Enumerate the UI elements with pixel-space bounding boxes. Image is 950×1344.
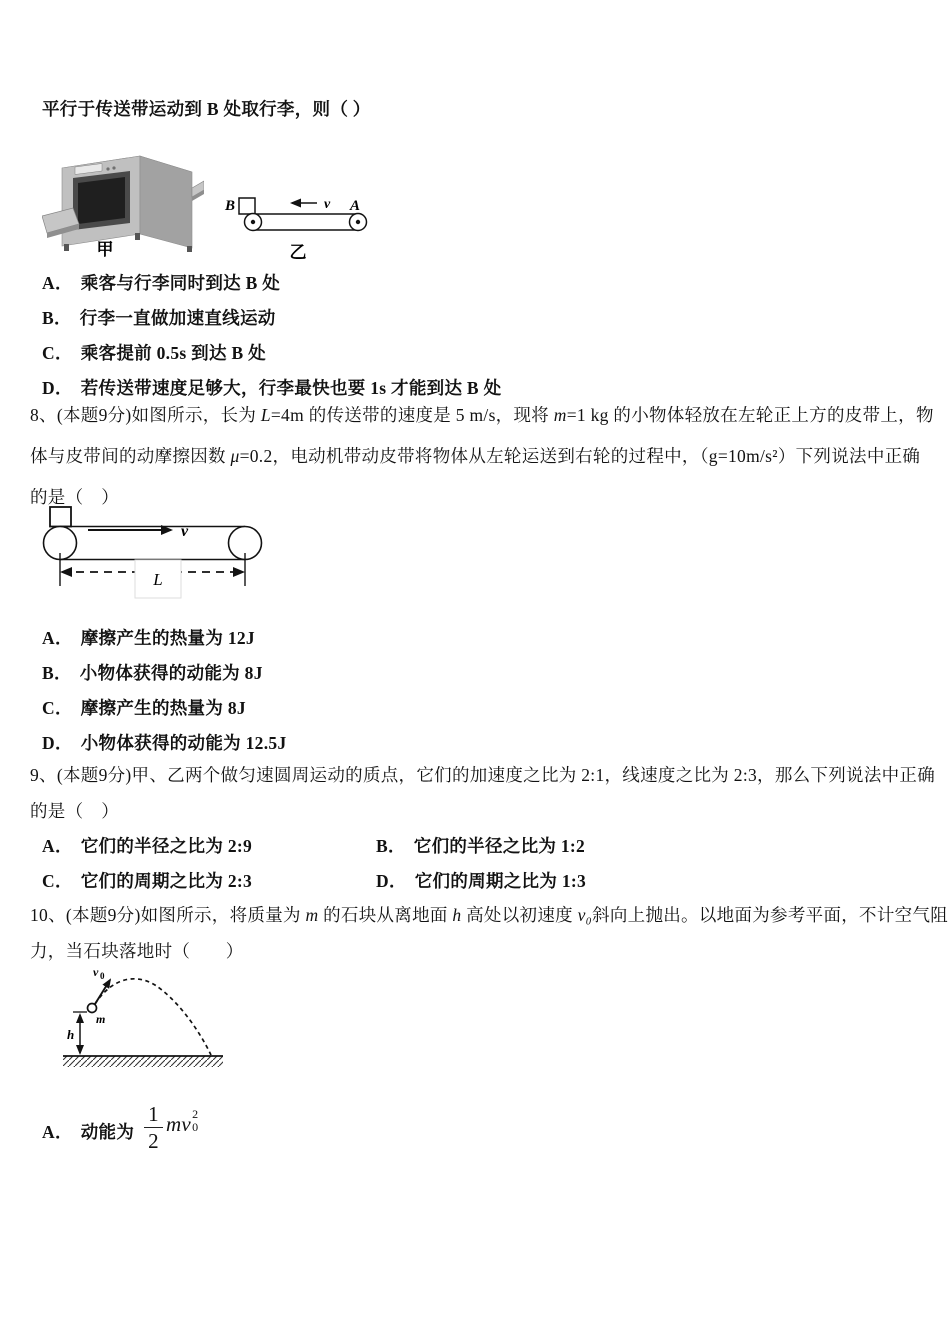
label-v: v (181, 523, 189, 540)
option-key: C． (42, 343, 73, 363)
label-v: v (324, 197, 331, 212)
option-text: 小物体获得的动能为 12.5J (80, 733, 287, 753)
option-key: C． (42, 698, 73, 718)
scanner-button (106, 167, 109, 170)
label-v0: v (93, 965, 99, 979)
option-row-7a (42, 270, 280, 295)
option-key: D． (42, 733, 73, 753)
trajectory-path (95, 979, 211, 1055)
option-text: 若传送带速度足够大，行李最快也要 1s 才能到达 B 处 (80, 378, 502, 398)
figure-belt-schematic (222, 192, 380, 264)
option-text: 它们的周期之比为 2:3 (80, 871, 253, 891)
question-9-stem-line2: 的是（ ） (30, 801, 119, 821)
question-8-stem-line2: 体与皮带间的动摩擦因数 μ=0.2，电动机带动皮带将物体从左轮运送到右轮的过程中，（g=10m/s²）下列说法中正确 (30, 446, 921, 466)
option-key: B． (42, 663, 72, 683)
option-key: D． (42, 378, 73, 398)
option-text: 摩擦产生的热量为 12J (80, 628, 255, 648)
option-text: 小物体获得的动能为 8J (79, 663, 263, 683)
option-key: A． (42, 836, 73, 856)
formula-scripts (192, 1108, 198, 1133)
figure-xray-scanner (42, 130, 204, 258)
option-key: D． (376, 871, 407, 891)
option-row-7d (42, 375, 501, 400)
option-text: 它们的半径之比为 1:2 (413, 836, 586, 856)
formula-mv0-squared (165, 1107, 199, 1137)
option-row-9b (376, 833, 585, 858)
small-object-block (50, 507, 71, 527)
label-A: A (350, 198, 361, 214)
left-pulley-axle (251, 220, 255, 224)
figure-projectile (57, 964, 232, 1072)
right-pulley-axle (356, 220, 360, 224)
option-row-8b (42, 660, 263, 685)
fraction-one-half (144, 1101, 163, 1155)
label-v0-sub: 0 (100, 971, 105, 981)
figure-conveyor-q8 (33, 503, 283, 603)
option-row-9a (42, 833, 252, 858)
option-row-7b (42, 305, 276, 330)
initial-velocity-arrow (95, 980, 110, 1004)
option-key: A． (42, 628, 73, 648)
option-text: 乘客提前 0.5s 到达 B 处 (80, 343, 266, 363)
fraction-numerator: 1 (148, 1101, 159, 1126)
question-8-stem-line3: 的是（ ） (30, 487, 119, 507)
option-row-8a (42, 625, 255, 650)
scanner-foot (187, 246, 192, 252)
option-key: A． (42, 273, 73, 293)
formula-subscript: 0 (192, 1119, 199, 1134)
caption-jia: 甲 (96, 240, 114, 258)
fraction-denominator: 2 (148, 1128, 159, 1153)
question-9-stem-line1: 9、(本题9分)甲、乙两个做匀速圆周运动的质点，它们的加速度之比为 2:1，线速度之比为 2:3，那么下列说法中正确 (30, 765, 936, 785)
option-text: 摩擦产生的热量为 8J (80, 698, 246, 718)
question-7-stem-continuation: 平行于传送带运动到 B 处取行李，则（ ） (42, 99, 371, 119)
luggage-block (239, 198, 255, 214)
option-row-9d (376, 868, 586, 893)
scanner-foot (64, 244, 69, 251)
option-key: B． (42, 308, 72, 328)
formula-superscript: 2 (192, 1107, 199, 1121)
option-text: 它们的周期之比为 1:3 (414, 871, 587, 891)
question-10-stem-line2: 力，当石块落地时（ ） (30, 941, 244, 961)
option-row-8c (42, 695, 246, 720)
option-row-7c (42, 340, 266, 365)
scanner-tunnel-dark (78, 177, 125, 224)
label-m: m (96, 1012, 106, 1026)
scanner-side-face (140, 156, 192, 248)
option-label (42, 1119, 134, 1144)
label-B: B (225, 198, 236, 214)
option-text: 它们的半径之比为 2:9 (80, 836, 253, 856)
question-8-stem-line1: 8、(本题9分)如图所示，长为 L=4m 的传送带的速度是 5 m/s，现将 m=1 kg 的小物体轻放在左轮正上方的皮带上，物 (30, 405, 934, 425)
scanner-button (112, 166, 115, 169)
option-row-9c (42, 868, 252, 893)
label-h: h (67, 1027, 75, 1042)
question-10-stem-line1: 10、(本题9分)如图所示，将质量为 m 的石块从离地面 h 高处以初速度 v₀斜向上抛出。以地面为参考平面，不计空气阻 (30, 905, 949, 925)
label-L: L (153, 570, 163, 589)
option-key: C． (42, 871, 73, 891)
option-key: B． (376, 836, 406, 856)
option-key: A． (42, 1122, 73, 1142)
option-row-10a (42, 1090, 198, 1154)
scanner-foot (135, 233, 140, 240)
formula-body: mv (165, 1112, 192, 1136)
ground-hatch (63, 1056, 223, 1067)
option-text: 行李一直做加速直线运动 (79, 308, 276, 328)
option-text: 乘客与行李同时到达 B 处 (80, 273, 281, 293)
option-text: 动能为 (80, 1122, 135, 1142)
caption-yi: 乙 (289, 243, 307, 262)
option-row-8d (42, 730, 287, 755)
